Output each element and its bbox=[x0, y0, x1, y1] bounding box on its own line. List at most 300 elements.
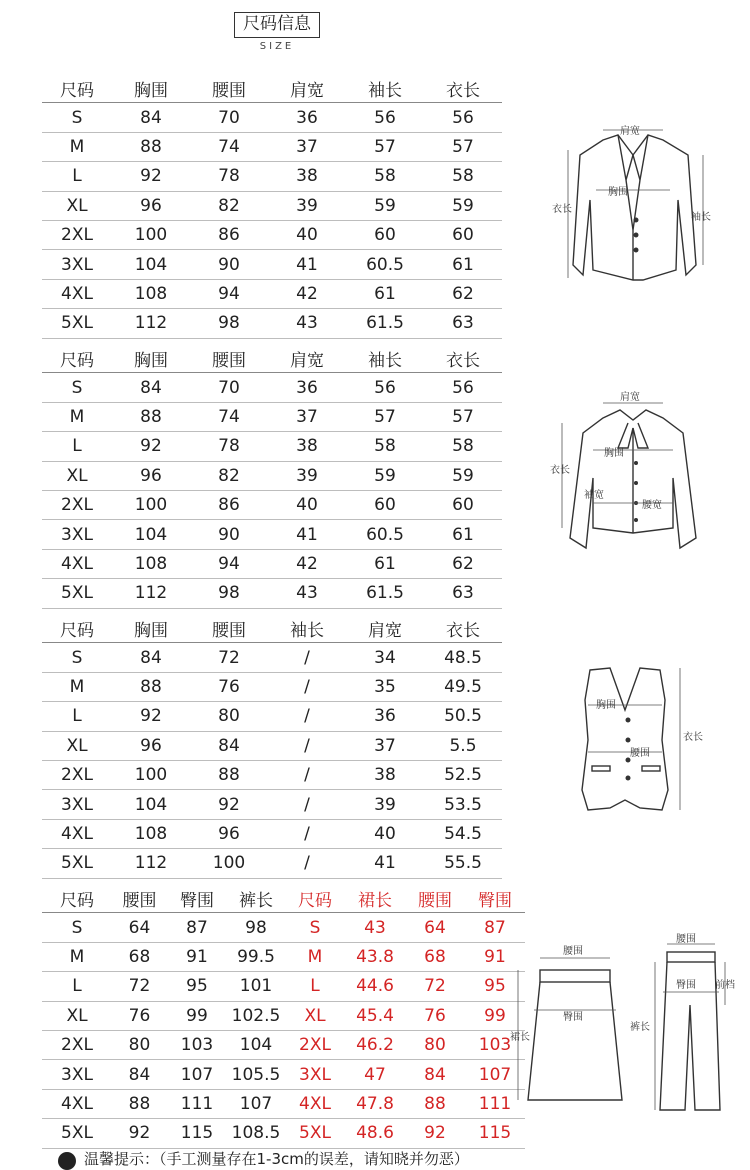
table-cell: 3XL bbox=[61, 794, 93, 815]
table-cell: 88 bbox=[128, 1093, 151, 1114]
table-cell: 84 bbox=[140, 377, 162, 398]
table-row bbox=[42, 309, 502, 338]
jacket-shoulder-label: 肩宽 bbox=[620, 126, 640, 137]
vest-length-label: 衣长 bbox=[683, 732, 703, 743]
table-cell: 38 bbox=[374, 765, 396, 786]
table-cell: 95 bbox=[186, 976, 208, 997]
table-cell: 4XL bbox=[61, 823, 93, 844]
table-cell: 96 bbox=[140, 195, 162, 216]
table-cell: 80 bbox=[424, 1035, 446, 1056]
table-cell: 103 bbox=[478, 1035, 512, 1056]
table-cell: 101 bbox=[239, 976, 273, 997]
blouse-waist-label: 腰宽 bbox=[642, 500, 662, 511]
table-cell: 40 bbox=[374, 823, 396, 844]
table-cell: M bbox=[307, 946, 323, 967]
table-cell: 60.5 bbox=[366, 524, 404, 545]
table-cell: 5XL bbox=[61, 313, 93, 334]
column-header: 肩宽 bbox=[368, 620, 402, 641]
table-cell: 43.8 bbox=[356, 946, 394, 967]
table-cell: L bbox=[72, 706, 82, 727]
table-cell: 57 bbox=[374, 406, 396, 427]
table-cell: 42 bbox=[296, 283, 318, 304]
table-cell: 35 bbox=[374, 676, 396, 697]
table-cell: 78 bbox=[218, 436, 240, 457]
table-cell: 84 bbox=[140, 107, 162, 128]
table-cell: 44.6 bbox=[356, 976, 394, 997]
table-row bbox=[42, 221, 502, 250]
blouse-sleeve-label: 袖宽 bbox=[584, 490, 604, 501]
table-cell: 5.5 bbox=[449, 735, 477, 756]
column-header: 腰围 bbox=[122, 890, 157, 911]
table-cell: 61.5 bbox=[366, 313, 404, 334]
table-cell: 47 bbox=[364, 1064, 386, 1085]
table-cell: 76 bbox=[218, 676, 240, 697]
column-header: 肩宽 bbox=[290, 350, 324, 371]
table-cell: 61.5 bbox=[366, 583, 404, 604]
skirt-length-label: 裙长 bbox=[510, 1032, 530, 1043]
table-cell: 90 bbox=[218, 254, 240, 275]
table-cell: 107 bbox=[478, 1064, 512, 1085]
table-cell: 60 bbox=[374, 495, 396, 516]
table-cell: 92 bbox=[128, 1123, 151, 1144]
table-cell: / bbox=[304, 823, 310, 844]
note-bullet-icon bbox=[58, 1152, 76, 1170]
table-cell: 100 bbox=[134, 225, 168, 246]
table-row bbox=[42, 403, 502, 432]
table-cell: 57 bbox=[374, 136, 396, 157]
table-cell: 91 bbox=[484, 946, 506, 967]
size-table-bottoms bbox=[42, 884, 525, 1149]
table-cell: 36 bbox=[296, 377, 318, 398]
column-header: 尺码 bbox=[60, 350, 94, 371]
table-cell: 39 bbox=[296, 465, 318, 486]
table-row bbox=[42, 373, 502, 402]
table-cell: 92 bbox=[140, 166, 162, 187]
table-cell: 76 bbox=[424, 1005, 446, 1026]
table-cell: S bbox=[71, 107, 83, 128]
table-row bbox=[42, 550, 502, 579]
table-cell: 4XL bbox=[61, 1093, 93, 1114]
table-cell: 107 bbox=[239, 1093, 273, 1114]
table-cell: 59 bbox=[452, 195, 474, 216]
table-cell: L bbox=[72, 436, 82, 457]
table-cell: 4XL bbox=[299, 1093, 331, 1114]
table-cell: M bbox=[69, 406, 85, 427]
table-row bbox=[42, 462, 502, 491]
table-cell: 100 bbox=[134, 495, 168, 516]
table-cell: 99 bbox=[186, 1005, 208, 1026]
table-cell: 43 bbox=[364, 917, 386, 938]
table-cell: 56 bbox=[374, 377, 396, 398]
table-cell: 84 bbox=[128, 1064, 151, 1085]
table-cell: 104 bbox=[134, 524, 168, 545]
column-header: 臀围 bbox=[180, 890, 214, 911]
table-cell: 90 bbox=[218, 524, 240, 545]
jacket-chest-label: 胸围 bbox=[608, 187, 628, 198]
table-cell: 4XL bbox=[61, 283, 93, 304]
table-cell: S bbox=[71, 377, 83, 398]
table-cell: L bbox=[310, 976, 320, 997]
table-cell: 56 bbox=[374, 107, 396, 128]
column-header: 裙长 bbox=[358, 890, 392, 911]
table-cell: 88 bbox=[424, 1093, 446, 1114]
table-cell: 46.2 bbox=[356, 1035, 394, 1056]
pants-waist-label: 腰围 bbox=[676, 934, 696, 945]
table-row bbox=[42, 250, 502, 279]
table-cell: 61 bbox=[374, 283, 396, 304]
column-header: 臀围 bbox=[478, 890, 512, 911]
table-cell: 92 bbox=[218, 794, 240, 815]
table-cell: / bbox=[304, 676, 310, 697]
table-cell: / bbox=[304, 706, 310, 727]
table-row bbox=[42, 732, 502, 761]
table-cell: 40 bbox=[296, 225, 318, 246]
table-cell: 41 bbox=[374, 853, 396, 874]
table-cell: 60 bbox=[452, 495, 474, 516]
column-header: 肩宽 bbox=[290, 80, 324, 101]
table-cell: 52.5 bbox=[444, 765, 482, 786]
blouse-shoulder-label: 肩宽 bbox=[620, 392, 640, 403]
table-cell: 92 bbox=[140, 706, 162, 727]
blouse-chest-label: 胸围 bbox=[604, 448, 624, 459]
table-cell: 88 bbox=[140, 676, 162, 697]
table-row bbox=[42, 943, 525, 972]
table-cell: 41 bbox=[296, 524, 318, 545]
table-cell: / bbox=[304, 735, 310, 756]
table-header-row bbox=[42, 884, 525, 913]
table-cell: 96 bbox=[140, 735, 162, 756]
table-cell: L bbox=[72, 976, 82, 997]
table-cell: 43 bbox=[296, 583, 318, 604]
table-cell: 108 bbox=[134, 823, 168, 844]
table-cell: 63 bbox=[452, 313, 474, 334]
table-cell: 108 bbox=[134, 553, 168, 574]
table-cell: 48.5 bbox=[444, 647, 482, 668]
table-cell: 49.5 bbox=[444, 676, 482, 697]
table-cell: 115 bbox=[478, 1123, 512, 1144]
table-header-row bbox=[42, 614, 502, 643]
table-cell: 62 bbox=[452, 553, 474, 574]
table-cell: 91 bbox=[186, 946, 208, 967]
table-cell: 107 bbox=[180, 1064, 214, 1085]
table-cell: 57 bbox=[452, 406, 474, 427]
column-header: 衣长 bbox=[446, 620, 480, 641]
table-cell: 59 bbox=[374, 195, 396, 216]
vest-chest-label: 胸围 bbox=[596, 700, 616, 711]
column-header: 尺码 bbox=[60, 80, 94, 101]
table-cell: 3XL bbox=[61, 254, 93, 275]
table-cell: 80 bbox=[128, 1035, 151, 1056]
table-cell: 40 bbox=[296, 495, 318, 516]
page-subtitle: SIZE bbox=[259, 41, 295, 52]
table-header-row bbox=[42, 344, 502, 373]
table-cell: 88 bbox=[218, 765, 240, 786]
table-cell: M bbox=[69, 676, 85, 697]
size-table-jacket bbox=[42, 74, 502, 339]
table-row bbox=[42, 1002, 525, 1031]
table-cell: 70 bbox=[218, 377, 240, 398]
table-row bbox=[42, 820, 502, 849]
table-cell: 96 bbox=[218, 823, 240, 844]
table-cell: 39 bbox=[296, 195, 318, 216]
table-row bbox=[42, 491, 502, 520]
table-cell: 47.8 bbox=[356, 1093, 394, 1114]
table-cell: 74 bbox=[218, 406, 240, 427]
table-row bbox=[42, 673, 502, 702]
table-cell: 104 bbox=[134, 254, 168, 275]
table-cell: 58 bbox=[374, 436, 396, 457]
table-cell: 3XL bbox=[61, 524, 93, 545]
size-table-blouse bbox=[42, 344, 502, 609]
table-cell: 5XL bbox=[299, 1123, 331, 1144]
table-cell: 59 bbox=[452, 465, 474, 486]
table-cell: / bbox=[304, 765, 310, 786]
column-header: 尺码 bbox=[60, 620, 94, 641]
table-cell: 43 bbox=[296, 313, 318, 334]
table-cell: 99.5 bbox=[237, 946, 275, 967]
jacket-diagram bbox=[548, 120, 718, 304]
table-row bbox=[42, 1119, 525, 1148]
table-cell: 100 bbox=[134, 765, 168, 786]
table-cell: XL bbox=[66, 1005, 88, 1026]
table-cell: 92 bbox=[424, 1123, 446, 1144]
table-cell: 108.5 bbox=[231, 1123, 281, 1144]
column-header: 袖长 bbox=[368, 350, 402, 371]
note-text: 温馨提示：（手工测量存在1-3cm的误差，请知晓并勿恶） bbox=[84, 1150, 469, 1168]
table-cell: 55.5 bbox=[444, 853, 482, 874]
table-cell: 60 bbox=[374, 225, 396, 246]
table-cell: 5XL bbox=[61, 1123, 93, 1144]
table-cell: 2XL bbox=[299, 1035, 331, 1056]
table-cell: 2XL bbox=[61, 495, 93, 516]
table-cell: 87 bbox=[484, 917, 506, 938]
column-header: 腰围 bbox=[212, 80, 246, 101]
table-cell: 45.4 bbox=[356, 1005, 394, 1026]
table-cell: 36 bbox=[296, 107, 318, 128]
table-cell: 98 bbox=[218, 313, 240, 334]
table-cell: 61 bbox=[452, 254, 474, 275]
table-cell: 41 bbox=[296, 254, 318, 275]
table-cell: 102.5 bbox=[231, 1005, 281, 1026]
table-cell: / bbox=[304, 853, 310, 874]
table-row bbox=[42, 103, 502, 132]
table-cell: XL bbox=[66, 735, 88, 756]
table-cell: 2XL bbox=[61, 765, 93, 786]
table-row bbox=[42, 1031, 525, 1060]
column-header: 胸围 bbox=[134, 620, 168, 641]
table-cell: 92 bbox=[140, 436, 162, 457]
table-cell: 112 bbox=[134, 853, 168, 874]
table-cell: 103 bbox=[180, 1035, 214, 1056]
table-cell: 58 bbox=[452, 436, 474, 457]
pants-rise-label: 前档 bbox=[715, 980, 735, 991]
table-cell: 56 bbox=[452, 107, 474, 128]
vest-waist-label: 腰围 bbox=[630, 748, 650, 759]
table-cell: 62 bbox=[452, 283, 474, 304]
table-cell: 96 bbox=[140, 465, 162, 486]
table-cell: 88 bbox=[140, 406, 162, 427]
column-header: 裤长 bbox=[239, 890, 273, 911]
page-title: 尺码信息 bbox=[234, 12, 320, 38]
table-cell: S bbox=[71, 647, 83, 668]
table-cell: 34 bbox=[374, 647, 396, 668]
table-cell: 48.6 bbox=[356, 1123, 394, 1144]
table-cell: 3XL bbox=[61, 1064, 93, 1085]
table-cell: 84 bbox=[140, 647, 162, 668]
table-row bbox=[42, 849, 502, 878]
table-cell: 5XL bbox=[61, 853, 93, 874]
column-header: 腰围 bbox=[418, 890, 452, 911]
table-cell: 95 bbox=[484, 976, 506, 997]
table-row bbox=[42, 162, 502, 191]
table-row bbox=[42, 280, 502, 309]
table-cell: 115 bbox=[180, 1123, 214, 1144]
table-row bbox=[42, 192, 502, 221]
table-cell: 37 bbox=[374, 735, 396, 756]
table-cell: 105.5 bbox=[231, 1064, 281, 1085]
table-cell: 60.5 bbox=[366, 254, 404, 275]
table-row bbox=[42, 790, 502, 819]
table-row bbox=[42, 913, 525, 942]
blouse-length-label: 衣长 bbox=[550, 465, 570, 476]
pants-hip-label: 臀围 bbox=[676, 980, 696, 991]
table-cell: 68 bbox=[424, 946, 446, 967]
table-cell: XL bbox=[304, 1005, 326, 1026]
table-row bbox=[42, 432, 502, 461]
table-cell: 4XL bbox=[61, 553, 93, 574]
table-row bbox=[42, 1060, 525, 1089]
table-cell: 38 bbox=[296, 436, 318, 457]
table-cell: 84 bbox=[424, 1064, 446, 1085]
column-header: 袖长 bbox=[368, 80, 402, 101]
table-cell: 42 bbox=[296, 553, 318, 574]
table-cell: 36 bbox=[374, 706, 396, 727]
table-cell: 100 bbox=[212, 853, 246, 874]
table-cell: 74 bbox=[218, 136, 240, 157]
table-cell: 94 bbox=[218, 553, 240, 574]
table-row bbox=[42, 643, 502, 672]
table-cell: 70 bbox=[218, 107, 240, 128]
table-cell: 86 bbox=[218, 225, 240, 246]
table-cell: 5XL bbox=[61, 583, 93, 604]
table-header-row bbox=[42, 74, 502, 103]
table-cell: 2XL bbox=[61, 1035, 93, 1056]
table-row bbox=[42, 520, 502, 549]
vest-diagram bbox=[570, 660, 710, 834]
table-cell: L bbox=[72, 166, 82, 187]
table-row bbox=[42, 761, 502, 790]
table-cell: 99 bbox=[484, 1005, 506, 1026]
table-cell: S bbox=[71, 917, 83, 938]
table-cell: 84 bbox=[218, 735, 240, 756]
table-row bbox=[42, 133, 502, 162]
table-cell: 98 bbox=[218, 583, 240, 604]
table-cell: 72 bbox=[128, 976, 151, 997]
table-cell: 82 bbox=[218, 465, 240, 486]
table-cell: 111 bbox=[478, 1093, 512, 1114]
skirt-diagram bbox=[510, 940, 640, 1134]
column-header: 衣长 bbox=[446, 350, 480, 371]
table-cell: 112 bbox=[134, 313, 168, 334]
table-cell: 68 bbox=[128, 946, 151, 967]
table-cell: 61 bbox=[374, 553, 396, 574]
column-header: 尺码 bbox=[60, 890, 94, 911]
jacket-length-label: 衣长 bbox=[552, 204, 572, 215]
column-header: 尺码 bbox=[298, 890, 332, 911]
pants-diagram bbox=[630, 930, 745, 1134]
blouse-diagram bbox=[548, 388, 718, 567]
table-cell: 3XL bbox=[299, 1064, 331, 1085]
table-cell: 104 bbox=[239, 1035, 273, 1056]
table-cell: 59 bbox=[374, 465, 396, 486]
table-cell: S bbox=[309, 917, 321, 938]
table-cell: 72 bbox=[218, 647, 240, 668]
table-cell: 57 bbox=[452, 136, 474, 157]
table-row bbox=[42, 1090, 525, 1119]
table-cell: 50.5 bbox=[444, 706, 482, 727]
table-cell: 54.5 bbox=[444, 823, 482, 844]
table-cell: 104 bbox=[134, 794, 168, 815]
table-cell: 63 bbox=[452, 583, 474, 604]
column-header: 袖长 bbox=[290, 620, 324, 641]
table-cell: XL bbox=[66, 195, 88, 216]
table-cell: 94 bbox=[218, 283, 240, 304]
table-cell: 72 bbox=[424, 976, 446, 997]
table-cell: 82 bbox=[218, 195, 240, 216]
table-cell: 78 bbox=[218, 166, 240, 187]
table-cell: 61 bbox=[452, 524, 474, 545]
table-cell: 60 bbox=[452, 225, 474, 246]
table-cell: M bbox=[69, 136, 85, 157]
table-cell: 98 bbox=[245, 917, 267, 938]
column-header: 胸围 bbox=[134, 350, 168, 371]
table-cell: 86 bbox=[218, 495, 240, 516]
column-header: 腰围 bbox=[212, 620, 246, 641]
table-cell: 58 bbox=[452, 166, 474, 187]
table-cell: M bbox=[69, 946, 85, 967]
column-header: 腰围 bbox=[212, 350, 246, 371]
table-cell: 112 bbox=[134, 583, 168, 604]
table-cell: 39 bbox=[374, 794, 396, 815]
table-cell: 80 bbox=[218, 706, 240, 727]
table-cell: 88 bbox=[140, 136, 162, 157]
table-cell: 38 bbox=[296, 166, 318, 187]
table-cell: / bbox=[304, 647, 310, 668]
table-cell: 76 bbox=[128, 1005, 151, 1026]
table-cell: / bbox=[304, 794, 310, 815]
table-cell: 58 bbox=[374, 166, 396, 187]
column-header: 胸围 bbox=[134, 80, 168, 101]
table-row bbox=[42, 579, 502, 608]
skirt-waist-label: 腰围 bbox=[563, 946, 583, 957]
pants-length-label: 裤长 bbox=[630, 1022, 650, 1033]
column-header: 衣长 bbox=[446, 80, 480, 101]
table-cell: 64 bbox=[424, 917, 446, 938]
table-cell: 87 bbox=[186, 917, 208, 938]
jacket-sleeve-label: 袖长 bbox=[691, 212, 711, 223]
table-cell: 56 bbox=[452, 377, 474, 398]
size-table-vest bbox=[42, 614, 502, 879]
table-cell: 53.5 bbox=[444, 794, 482, 815]
table-cell: 111 bbox=[180, 1093, 214, 1114]
table-cell: 2XL bbox=[61, 225, 93, 246]
table-cell: 64 bbox=[128, 917, 151, 938]
table-cell: XL bbox=[66, 465, 88, 486]
table-cell: 108 bbox=[134, 283, 168, 304]
table-row bbox=[42, 702, 502, 731]
table-cell: 37 bbox=[296, 406, 318, 427]
table-row bbox=[42, 972, 525, 1001]
